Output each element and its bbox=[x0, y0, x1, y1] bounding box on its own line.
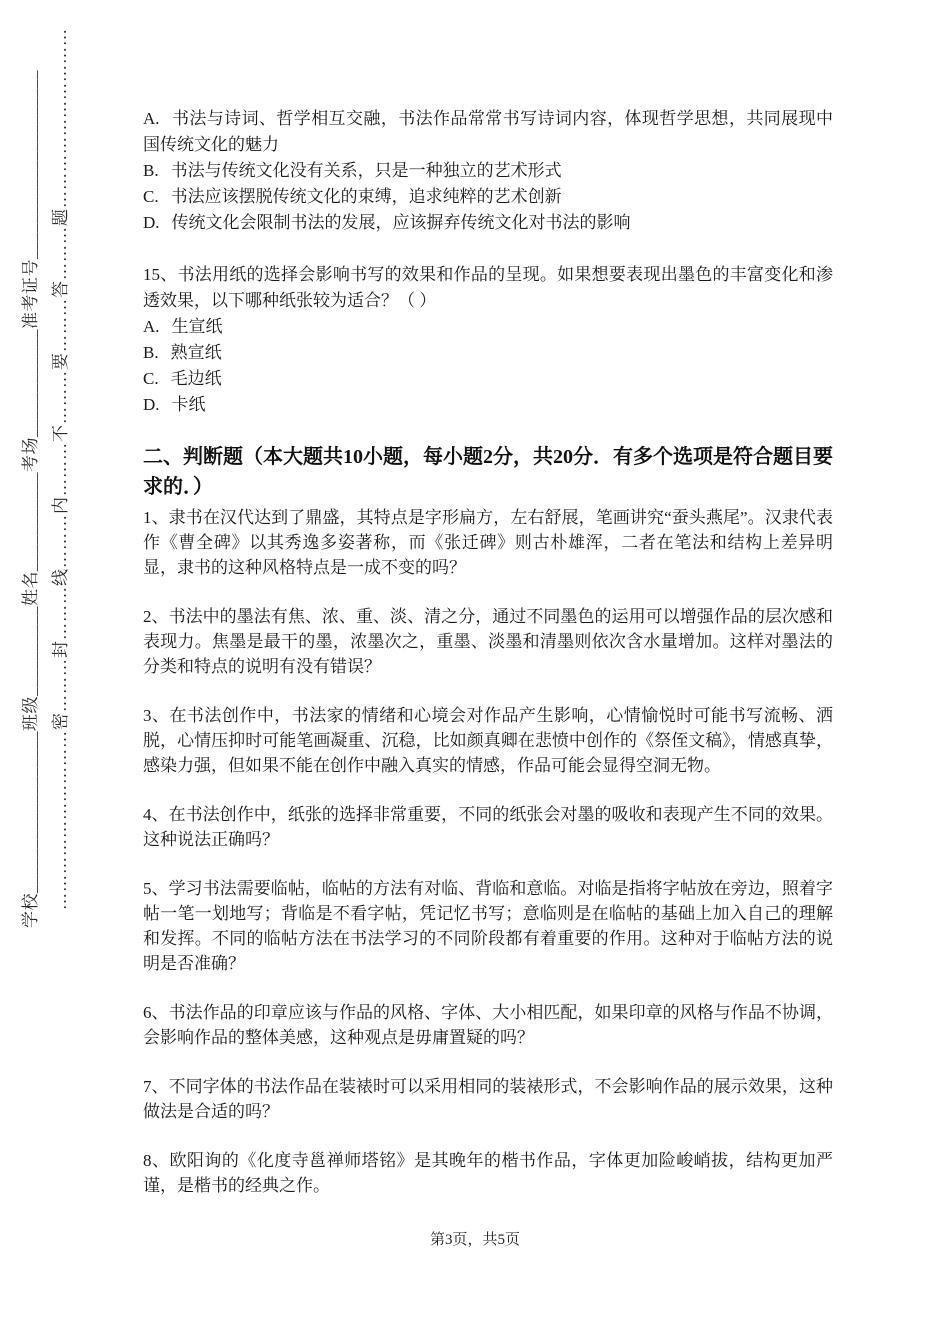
option-row-b bbox=[143, 158, 833, 184]
option-text: 毛边纸 bbox=[170, 369, 222, 388]
section-2-title: 二、判断题（本大题共10小题，每小题2分，共20分．有多个选项是符合题目要求的．） bbox=[143, 446, 833, 498]
option-label: B. bbox=[143, 343, 159, 362]
option-row-d bbox=[143, 392, 833, 418]
judge-question-6: 6、书法作品的印章应该与作品的风格、字体、大小相匹配，如果印章的风格与作品不协调，会影响作品的整体美感，这种观点是毋庸置疑的吗？ bbox=[143, 1003, 833, 1047]
page-footer: 第3页，共5页 bbox=[429, 1232, 520, 1248]
option-row-a bbox=[143, 106, 833, 158]
option-text: 书法与传统文化没有关系，只是一种独立的艺术形式 bbox=[170, 161, 562, 180]
option-row-c bbox=[143, 366, 833, 392]
question-14-options bbox=[143, 106, 833, 236]
option-text: 传统文化会限制书法的发展，应该摒弃传统文化对书法的影响 bbox=[171, 213, 631, 232]
option-row-c bbox=[143, 184, 833, 210]
judge-question-7: 7、不同字体的书法作品在装裱时可以采用相同的装裱形式，不会影响作品的展示效果，这种做法是合适的吗？ bbox=[143, 1077, 833, 1121]
judge-question-5: 5、学习书法需要临帖，临帖的方法有对临、背临和意临。对临是指将字帖放在旁边，照着字帖一笔一划地写；背临是不看字帖，凭记忆书写；意临则是在临帖的基础上加入自己的理解和发挥。不同的临帖方法在书法学习的不同阶段都有着重要的作用。这种对于临帖方法的说明是否准确？ bbox=[143, 879, 833, 973]
judge-question-2: 2、书法中的墨法有焦、浓、重、淡、清之分，通过不同墨色的运用可以增强作品的层次感和表现力。焦墨是最干的墨，浓墨次之，重墨、淡墨和清墨则依次含水量增加。这样对墨法的分类和特点的说明有没有错误？ bbox=[143, 607, 833, 676]
option-label: A. bbox=[143, 109, 160, 128]
judge-question-8: 8、欧阳询的《化度寺邕禅师塔铭》是其晚年的楷书作品，字体更加险峻峭拔，结构更加严谨，是楷书的经典之作。 bbox=[143, 1151, 833, 1195]
option-text: 卡纸 bbox=[171, 395, 206, 414]
judge-question-4: 4、在书法创作中，纸张的选择非常重要，不同的纸张会对墨的吸收和表现产生不同的效果。这种说法正确吗？ bbox=[143, 805, 833, 849]
exam-page-content bbox=[143, 106, 833, 1198]
option-label: B. bbox=[143, 161, 159, 180]
option-text: 熟宣纸 bbox=[170, 343, 222, 362]
option-text: 书法与诗词、哲学相互交融，书法作品常常书写诗词内容，体现哲学思想，共同展现中国传统文化的魅力 bbox=[143, 109, 833, 154]
option-text: 生宣纸 bbox=[171, 317, 223, 336]
judge-question-1: 1、隶书在汉代达到了鼎盛，其特点是字形扁方，左右舒展，笔画讲究“蚕头燕尾”。汉隶代表作《曹全碑》以其秀逸多姿著称，而《张迁碑》则古朴雄浑，二者在笔法和结构上差异明显，隶书的这种风格特点是一成不变的吗？ bbox=[143, 508, 833, 577]
seal-student-info-line: 学校__________________班级__________姓名___________考场____________准考证号_____________________ bbox=[21, 70, 40, 928]
question-15-stem: 15、书法用纸的选择会影响书写的效果和作品的呈现。如果想要表现出墨色的丰富变化和渗透效果，以下哪种纸张较为适合？（ ） bbox=[143, 265, 833, 310]
option-label: A. bbox=[143, 317, 160, 336]
judge-question-3: 3、在书法创作中，书法家的情绪和心境会对作品产生影响，心情愉悦时可能书写流畅、洒脱，心情压抑时可能笔画凝重、沉稳，比如颜真卿在悲愤中创作的《祭侄文稿》，情感真挚，感染力强，但如果不能在创作中融入真实的情感，作品可能会显得空洞无物。 bbox=[143, 706, 833, 775]
option-label: C. bbox=[143, 369, 159, 388]
option-text: 书法应该摆脱传统文化的束缚，追求纯粹的艺术创新 bbox=[170, 187, 562, 206]
option-label: D. bbox=[143, 213, 160, 232]
option-row-b bbox=[143, 340, 833, 366]
option-row-d bbox=[143, 210, 833, 236]
seal-dotted-line: …………………………密………封………线………内………不………要………答………题………………………… bbox=[51, 28, 70, 910]
option-label: C. bbox=[143, 187, 159, 206]
question-15 bbox=[143, 262, 833, 418]
option-label: D. bbox=[143, 395, 160, 414]
option-row-a bbox=[143, 314, 833, 340]
